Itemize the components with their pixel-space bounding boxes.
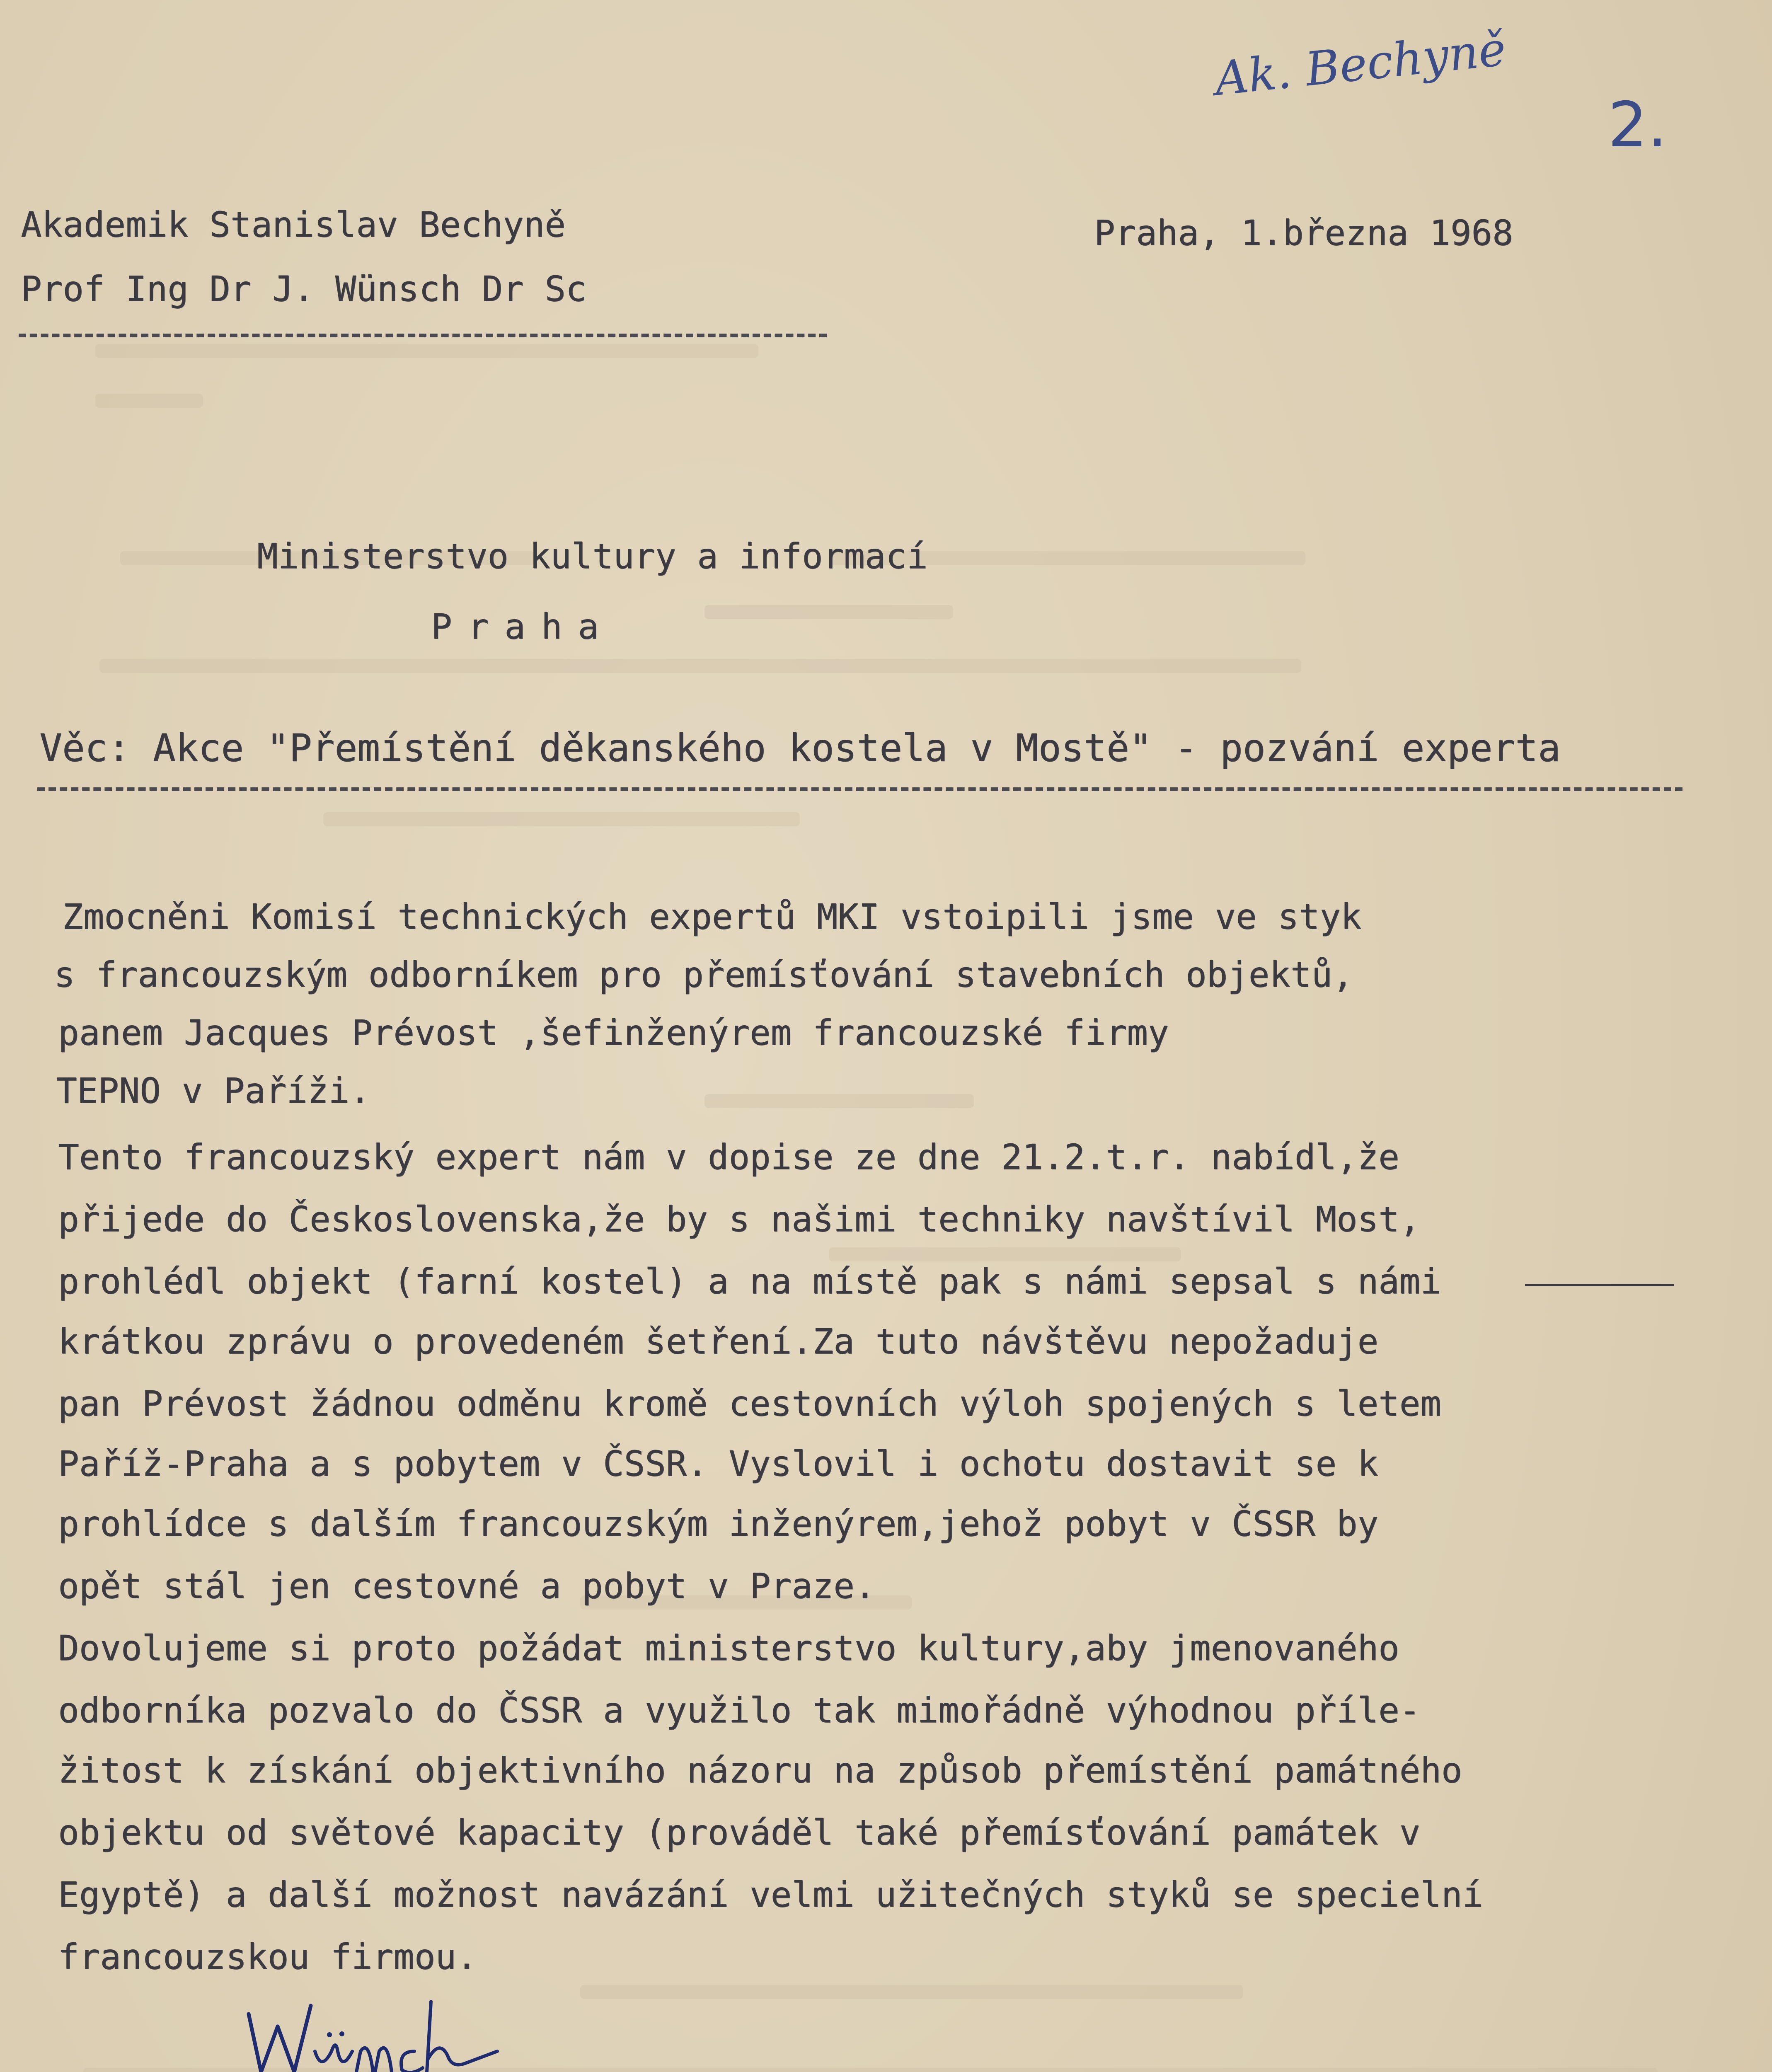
body-line: krátkou zprávu o provedeném šetření.Za tuto návštěvu nepožaduje	[58, 1321, 1379, 1362]
subject-line: Věc: Akce "Přemístění děkanského kostela v Mostě" - pozvání experta	[39, 726, 1561, 770]
body-line: s francouzským odborníkem pro přemísťování stavebních objektů,	[54, 954, 1353, 995]
handwritten-signature	[232, 1989, 522, 2072]
body-line: přijede do Československa,že by s našimi techniky navštívil Most,	[58, 1199, 1421, 1239]
body-line: Tento francouzský expert nám v dopise ze dne 21.2.t.r. nabídl,že	[58, 1137, 1399, 1177]
strikethrough	[1525, 1284, 1674, 1286]
subject-underline	[37, 787, 1682, 791]
place-date: Praha, 1.března 1968	[1094, 213, 1513, 253]
body-line: Egyptě) a další možnost navázání velmi užitečných styků se specielní	[58, 1874, 1483, 1915]
sender-underline	[19, 334, 827, 337]
body-line: Zmocněni Komisí technických expertů MKI vstoipili jsme ve styk	[62, 896, 1362, 937]
body-line: pan Prévost žádnou odměnu kromě cestovních výloh spojených s letem	[58, 1383, 1441, 1424]
body-line: panem Jacques Prévost ,šefinženýrem francouzské firmy	[58, 1012, 1169, 1053]
body-line: opět stál jen cestovné a pobyt v Praze.	[58, 1566, 876, 1606]
body-line: Dovolujeme si proto požádat ministerstvo kultury,aby jmenovaného	[58, 1628, 1399, 1668]
body-line: francouzskou firmou.	[58, 1936, 477, 1977]
addressee-line-1: Ministerstvo kultury a informací	[257, 536, 928, 576]
body-line: prohlídce s dalším francouzským inženýrem,jehož pobyt v ČSSR by	[58, 1503, 1379, 1544]
body-line: TEPNO v Paříži.	[56, 1070, 370, 1111]
body-line: žitost k získání objektivního názoru na způsob přemístění památného	[58, 1750, 1462, 1791]
sender-line-1: Akademik Stanislav Bechyně	[21, 204, 566, 245]
body-line: objektu od světové kapacity (prováděl také přemísťování památek v	[58, 1812, 1421, 1853]
body-line: odborníka pozvalo do ČSSR a využilo tak mimořádně výhodnou příle-	[58, 1690, 1421, 1731]
addressee-line-2: Praha	[431, 606, 615, 647]
body-line: Paříž-Praha a s pobytem v ČSSR. Vyslovil i ochotu dostavit se k	[58, 1443, 1379, 1484]
body-line: prohlédl objekt (farní kostel) a na místě pak s námi sepsal s námi	[58, 1261, 1441, 1302]
page-number: 2.	[1608, 89, 1668, 161]
sender-line-2: Prof Ing Dr J. Wünsch Dr Sc	[21, 269, 587, 309]
handwritten-note: Ak. Bechyně	[1212, 22, 1508, 107]
